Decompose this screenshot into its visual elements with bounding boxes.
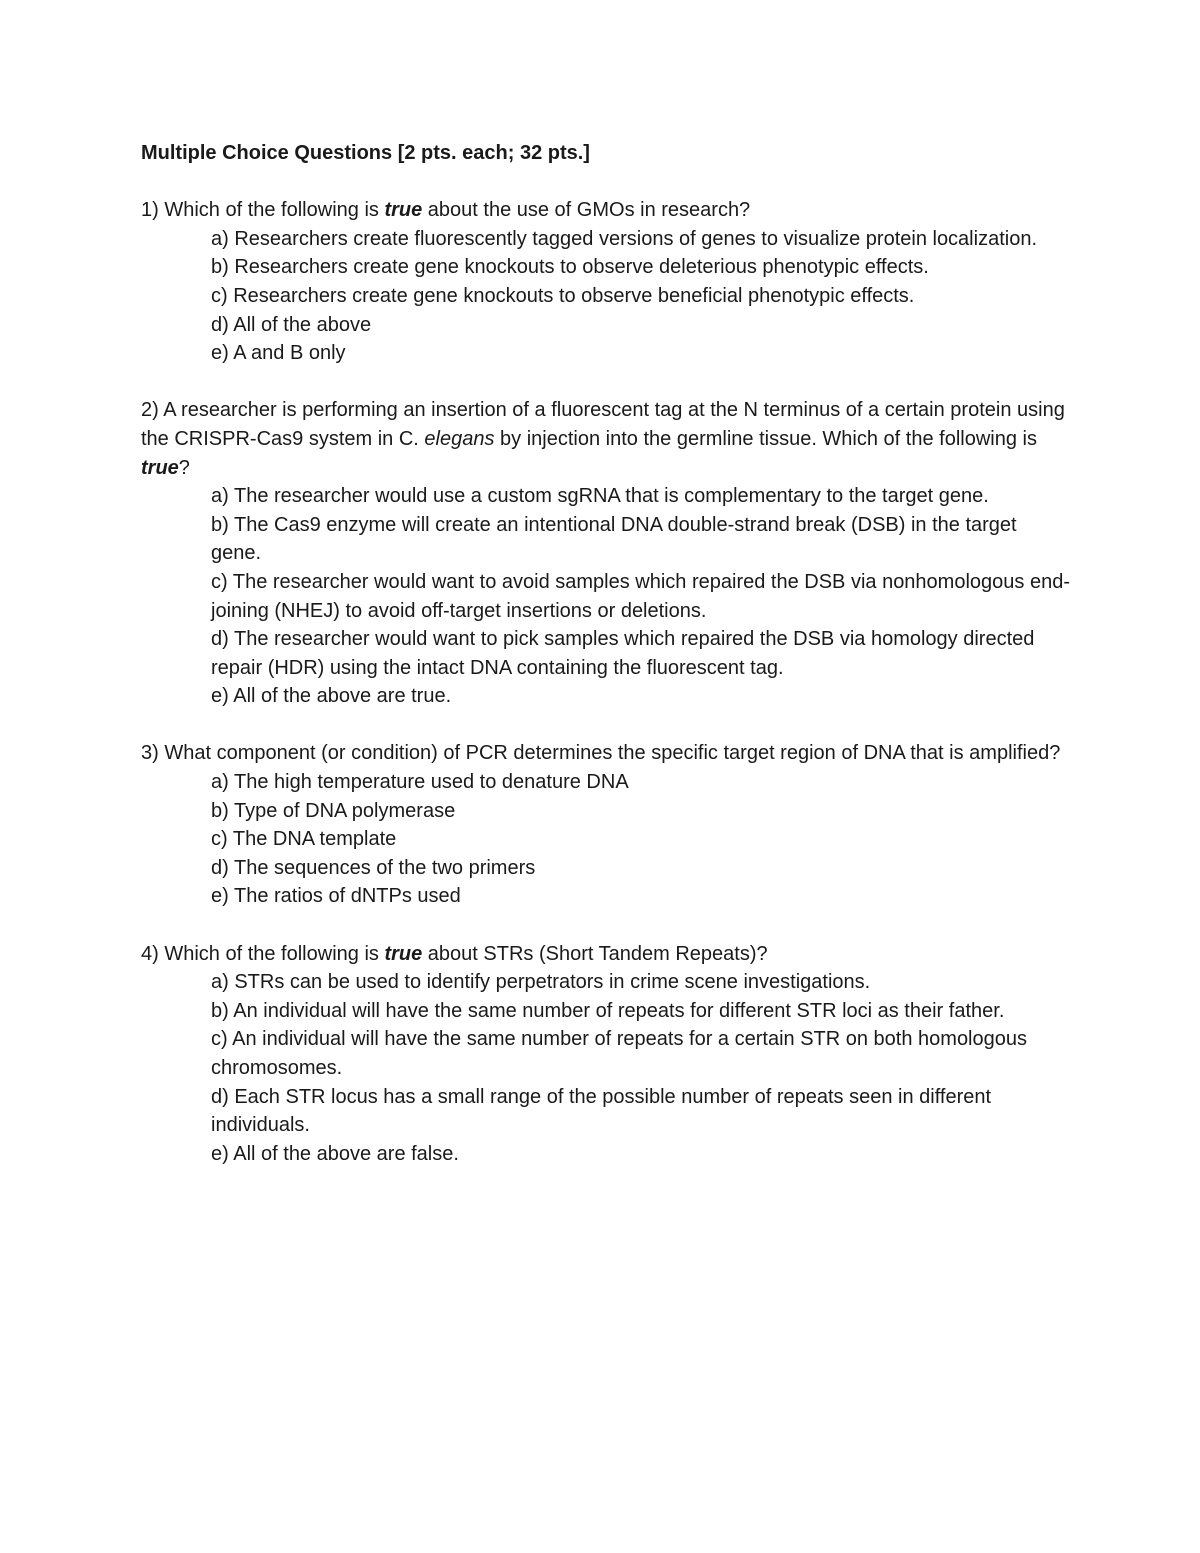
question-4-option-d: d) Each STR locus has a small range of the possible number of repeats seen in different individuals. xyxy=(211,1085,992,1137)
question-4-option-e: e) All of the above are false. xyxy=(211,1142,459,1165)
question-2-stem-part2: by injection into the germline tissue. Which of the following is xyxy=(494,427,1037,450)
question-1-option-d: d) All of the above xyxy=(211,313,372,336)
question-4-stem-before: 4) Which of the following is xyxy=(141,942,385,965)
question-1-options xyxy=(141,225,1071,368)
question-1-option-b: b) Researchers create gene knockouts to observe deleterious phenotypic effects. xyxy=(211,256,929,279)
question-1-stem-after: about the use of GMOs in research? xyxy=(422,199,751,222)
question-2-options xyxy=(141,482,1071,711)
question-4-stem xyxy=(141,940,1071,969)
question-3-option-e: e) The ratios of dNTPs used xyxy=(211,885,461,908)
question-2-species-italic: elegans xyxy=(424,427,495,450)
question-2-option-c: c) The researcher would want to avoid samples which repaired the DSB via nonhomologous end-joining (NHEJ) to avoid off-target insertions or deletions. xyxy=(211,570,1070,622)
question-4-option-a: a) STRs can be used to identify perpetrators in crime scene investigations. xyxy=(211,971,871,994)
section-heading: Multiple Choice Questions [2 pts. each; 32 pts.] xyxy=(141,142,590,164)
question-1-option-e: e) A and B only xyxy=(211,342,346,365)
question-3-stem: 3) What component (or condition) of PCR determines the specific target region of DNA that is amplified? xyxy=(141,742,1061,765)
question-3-option-d: d) The sequences of the two primers xyxy=(211,856,536,879)
question-2-stem xyxy=(141,396,1071,482)
question-2-option-e: e) All of the above are true. xyxy=(211,685,452,708)
question-2 xyxy=(141,396,1071,711)
question-2-option-b: b) The Cas9 enzyme will create an intentional DNA double-strand break (DSB) in the target gene. xyxy=(211,513,1017,565)
question-4-option-b: b) An individual will have the same number of repeats for different STR loci as their father. xyxy=(211,999,1005,1022)
question-4-stem-after: about STRs (Short Tandem Repeats)? xyxy=(422,942,768,965)
question-1-stem xyxy=(141,196,1071,225)
document-page xyxy=(141,139,1071,1197)
question-3-options xyxy=(141,768,1071,911)
question-2-emphasis: true xyxy=(141,456,179,479)
question-1-option-a: a) Researchers create fluorescently tagged versions of genes to visualize protein localization. xyxy=(211,227,1037,250)
question-3-option-b: b) Type of DNA polymerase xyxy=(211,799,456,822)
question-4 xyxy=(141,940,1071,1169)
question-4-emphasis: true xyxy=(384,942,423,965)
question-1-stem-before: 1) Which of the following is xyxy=(141,199,385,222)
question-2-stem-part1: 2) A researcher is performing an insertion of a fluorescent tag at the N terminus of a certain protein using the CRISPR-Cas9 system in C. xyxy=(141,399,1065,450)
question-3 xyxy=(141,739,1071,911)
question-1-option-c: c) Researchers create gene knockouts to observe beneficial phenotypic effects. xyxy=(211,284,915,307)
question-3-option-c: c) The DNA template xyxy=(211,828,397,851)
question-4-options xyxy=(141,968,1071,1168)
question-3-option-a: a) The high temperature used to denature DNA xyxy=(211,771,629,794)
question-1-emphasis: true xyxy=(384,199,423,222)
question-2-option-d: d) The researcher would want to pick samples which repaired the DSB via homology directed repair (HDR) using the intact DNA containing the fluorescent tag. xyxy=(211,628,1035,679)
question-1 xyxy=(141,196,1071,368)
question-4-option-c: c) An individual will have the same number of repeats for a certain STR on both homologous chromosomes. xyxy=(211,1028,1027,1079)
question-2-option-a: a) The researcher would use a custom sgRNA that is complementary to the target gene. xyxy=(211,485,989,508)
question-2-stem-part3: ? xyxy=(178,456,190,479)
